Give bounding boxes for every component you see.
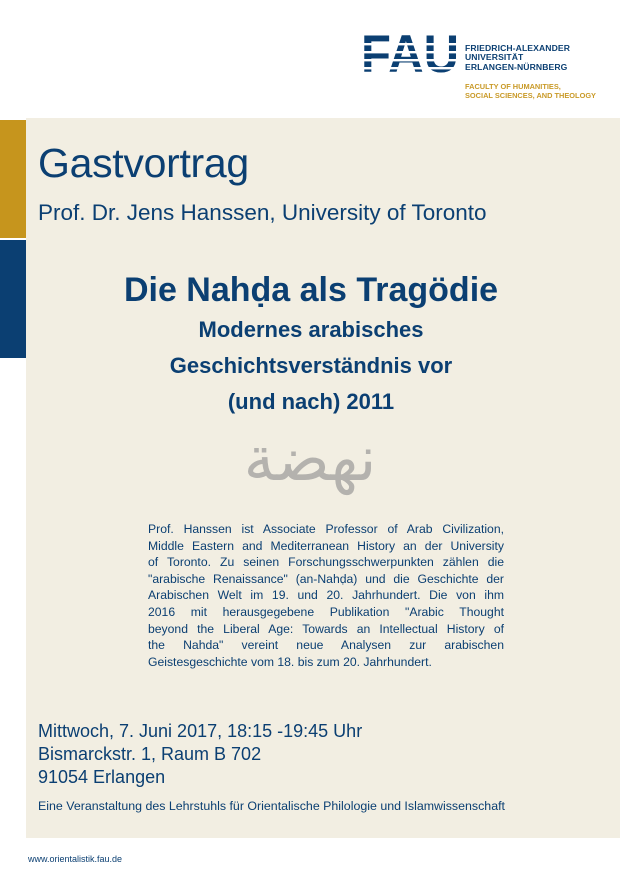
event-datetime: Mittwoch, 7. Juni 2017, 18:15 -19:45 Uhr [38, 721, 363, 741]
event-city: 91054 Erlangen [38, 767, 166, 787]
faculty-name-line: FACULTY OF HUMANITIES, [465, 82, 561, 91]
talk-subtitle-line: Modernes arabisches [198, 317, 424, 342]
fau-logo [361, 32, 611, 104]
talk-subtitle-line: (und nach) 2011 [227, 389, 395, 414]
bio-line: Geistesgeschichte vom 18. bis zum 20. Jahrhundert. [148, 654, 432, 669]
bio-line: Arabischen Welt im 19. und 20. Jahrhundert. Die von ihm [148, 588, 504, 603]
fau-logo-mark [361, 32, 459, 74]
bio-line: "arabische Renaissance" (an-Nahḍa) und die Geschichte der [148, 571, 504, 586]
event-address: Bismarckstr. 1, Raum B 702 [38, 744, 262, 764]
faculty-name [465, 82, 615, 101]
headline: Gastvortrag [38, 140, 249, 186]
faculty-name-line: SOCIAL SCIENCES, AND THEOLOGY [465, 91, 596, 101]
university-name-line: FRIEDRICH-ALEXANDER [465, 43, 571, 53]
accent-bar-gold [0, 120, 26, 238]
nahda-calligraphy-text: نهضة [243, 422, 377, 495]
university-name-line: ERLANGEN-NÜRNBERG [465, 61, 568, 72]
bio-line: Middle Eastern and Mediterranean History an der University [148, 538, 504, 553]
university-name-line: UNIVERSITÄT [465, 52, 524, 63]
speaker-line: Prof. Dr. Jens Hanssen, University of Toronto [38, 200, 487, 225]
bio-line: the Nahda" vereint neue Analysen zur arabischen [148, 638, 504, 653]
bio-line: of Toronto. Zu seinen Forschungsschwerpunkten zählen die [148, 555, 504, 570]
nahda-calligraphy [238, 418, 383, 508]
bio-line: beyond the Liberal Age: Towards an Intellectual History of [148, 621, 504, 636]
accent-bar-blue [0, 240, 26, 358]
talk-title: Die Nahḍa als Tragödie [123, 271, 499, 309]
university-name [465, 44, 605, 72]
website-link[interactable]: www.orientalistik.fau.de [28, 854, 123, 864]
organizer-line: Eine Veranstaltung des Lehrstuhls für Orientalische Philologie und Islamwissenschaft [38, 799, 505, 813]
speaker-bio [148, 521, 504, 670]
bio-line: Prof. Hanssen ist Associate Professor of Arab Civilization, [148, 522, 504, 536]
bio-line: 2016 mit herausgegebene Publikation "Arabic Thought [148, 604, 504, 619]
talk-subtitle-line: Geschichtsverständnis vor [169, 353, 453, 378]
